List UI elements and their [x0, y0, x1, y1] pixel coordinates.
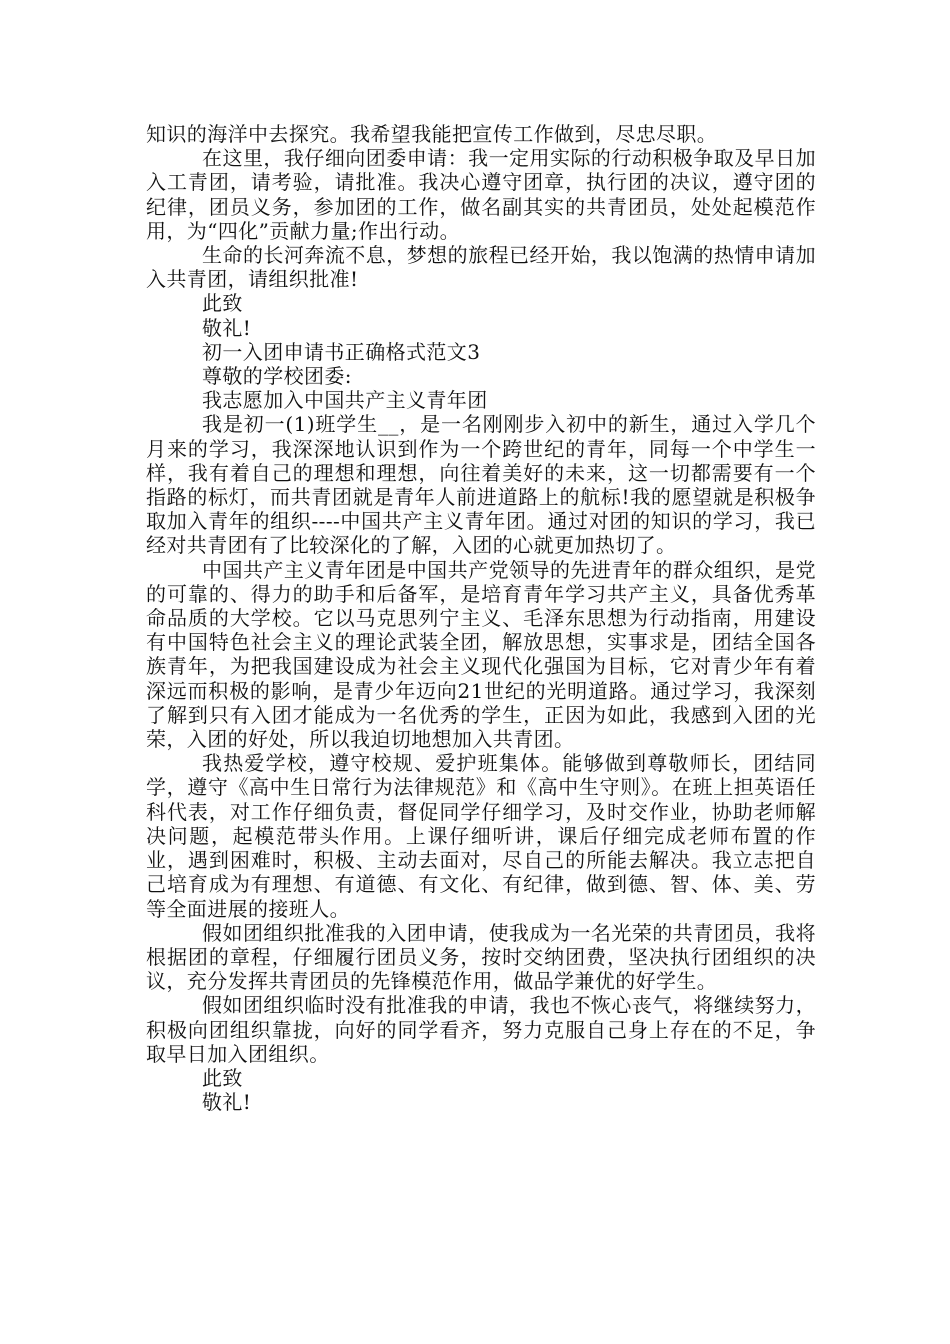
salutation-cizhi-2: 此致 [202, 1065, 243, 1090]
salutation-jingli: 敬礼! [202, 315, 252, 340]
section-title: 初一入团申请书正确格式范文3 [202, 339, 481, 364]
paragraph-if-approved: 假如团组织批准我的入团申请，使我成为一名光荣的共青团员，我将根据团的章程，仔细履行团员义务，按时交纳团费，坚决执行团组织的决议，充分发挥共青团员的先锋模范作用，做品学兼优的好学生。 [146, 920, 816, 994]
addressee: 尊敬的学校团委: [202, 364, 352, 389]
paragraph-league-description: 中国共产主义青年团是中国共产党领导的先进青年的群众组织，是党的可靠的、得力的助手和后备军，是培育青年学习共产主义，具备优秀革命品质的大学校。它以马克思列宁主义、毛泽东思想为行动指南，用建设有中国特色社会主义的理论武装全团，解放思想，实事求是，团结全国各族青年，为把我国建设成为社会主义现代化强国为目标，它对青少年有着深远而积极的影响，是青少年迈向21世纪的光明道路。通过学习，我深刻了解到只有入团才能成为一名优秀的学生，正因为如此，我感到入团的光荣，入团的好处，所以我迫切地想加入共青团。 [146, 557, 816, 752]
document-body [146, 122, 816, 1114]
paragraph-if-not-approved: 假如团组织临时没有批准我的申请，我也不恢心丧气，将继续努力，积极向团组织靠拢，向好的同学看齐，努力克服自己身上存在的不足，争取早日加入团组织。 [146, 993, 816, 1066]
salutation-cizhi: 此致 [202, 291, 243, 316]
paragraph-introduction: 我是初一(1)班学生__，是一名刚刚步入初中的新生，通过入学几个月来的学习，我深深地认识到作为一个跨世纪的青年，同每一个中学生一样，我有着自己的理想和理想，向往着美好的未来，这一切都需要有一个指路的标灯，而共青团就是青年人前进道路上的航标!我的愿望就是积极争取加入青年的组织----中国共产主义青年团。通过对团的知识的学习，我已经对共青团有了比较深化的了解，入团的心就更加热切了。 [146, 412, 816, 558]
paragraph-continuation: 知识的海洋中去探究。我希望我能把宣传工作做到，尽忠尽职。 [146, 122, 718, 146]
opening-statement: 我志愿加入中国共产主义青年团 [202, 388, 488, 413]
paragraph-application-pledge: 在这里，我仔细向团委申请：我一定用实际的行动积极争取及早日加入工青团，请考验，请批准。我决心遵守团章，执行团的决议，遵守团的纪律，团员义务，参加团的工作，做名副其实的共青团员，处处起模范作用，为“四化”贡献力量;作出行动。 [146, 146, 816, 243]
paragraph-self-assessment: 我热爱学校，遵守校规、爱护班集体。能够做到尊敬师长，团结同学，遵守《高中生日常行为法律规范》和《高中生守则》。在班上担英语任科代表，对工作仔细负责，督促同学仔细学习，及时交作业，协助老师解决问题，起模范带头作用。上课仔细听讲，课后仔细完成老师布置的作业，遇到困难时，积极、主动去面对，尽自己的所能去解决。我立志把自己培育成为有理想、有道德、有文化、有纪律，做到德、智、体、美、劳等全面进展的接班人。 [146, 751, 816, 921]
salutation-jingli-2: 敬礼! [202, 1090, 252, 1115]
paragraph-closing-wish: 生命的长河奔流不息，梦想的旅程已经开始，我以饱满的热情申请加入共青团，请组织批准! [146, 243, 816, 292]
